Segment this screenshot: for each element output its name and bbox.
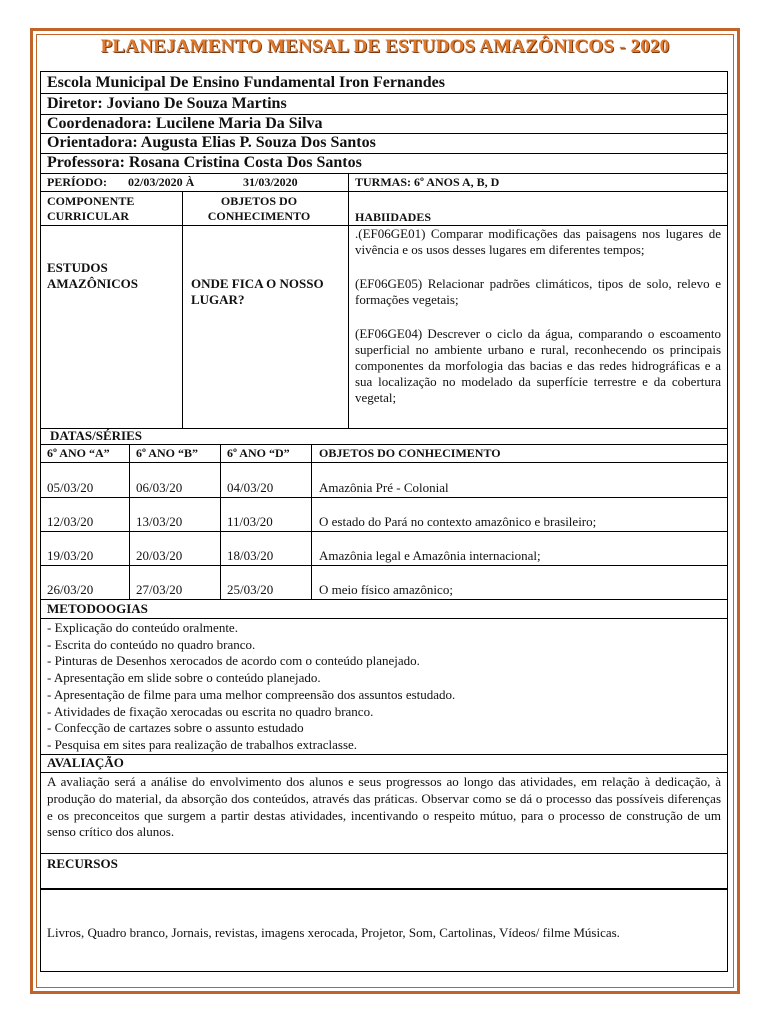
date-b: 06/03/20 bbox=[136, 480, 183, 495]
methodology-label: METODOOGIAS bbox=[47, 601, 148, 616]
evaluation-label: AVALIAÇÃO bbox=[47, 755, 124, 770]
divider bbox=[311, 444, 312, 599]
divider bbox=[40, 888, 728, 890]
divider bbox=[40, 191, 728, 192]
skill-1: .(EF06GE01) Comparar modificações das paisagens nos lugares de vivência e os usos desses lugares em diferentes tempos; bbox=[355, 226, 721, 257]
list-item: - Confecção de cartazes sobre o assunto estudado bbox=[47, 720, 304, 736]
objects-header: OBJETOS DO CONHECIMENTO bbox=[207, 194, 311, 223]
component-header: COMPONENTE CURRICULAR bbox=[47, 194, 135, 223]
knowledge-object: Amazônia Pré - Colonial bbox=[319, 480, 449, 495]
date-a: 12/03/20 bbox=[47, 514, 94, 529]
divider bbox=[40, 772, 728, 773]
component-value: ESTUDOS AMAZÔNICOS bbox=[47, 260, 139, 291]
divider bbox=[40, 531, 728, 532]
classes: TURMAS: 6º ANOS A, B, D bbox=[355, 175, 500, 189]
schedule-header-d: 6º ANO “D” bbox=[227, 446, 290, 460]
list-item: - Pesquisa em sites para realização de trabalhos extraclasse. bbox=[47, 736, 358, 752]
knowledge-object: Amazônia legal e Amazônia internacional; bbox=[319, 548, 541, 563]
document-title: PLANEJAMENTO MENSAL DE ESTUDOS AMAZÔNICOS - 2020 bbox=[100, 36, 670, 57]
divider bbox=[40, 444, 728, 445]
date-b: 20/03/20 bbox=[136, 548, 183, 563]
skill-3: (EF06GE04) Descrever o ciclo da água, comparando o escoamento superficial no ambiente urbano e rural, reconhecendo os principais componentes da morfologia das bacias e das redes hidrográficas e a sua localização no modelado da superfície terrestre e da cobertura vegetal; bbox=[355, 326, 721, 405]
date-d: 11/03/20 bbox=[227, 514, 273, 529]
teacher: Professora: Rosana Cristina Costa Dos Santos bbox=[47, 154, 362, 171]
divider bbox=[348, 173, 349, 191]
knowledge-object: O estado do Pará no contexto amazônico e brasileiro; bbox=[319, 514, 597, 529]
list-item: - Atividades de fixação xerocadas ou escrita no quadro branco. bbox=[47, 703, 374, 719]
list-item: - Pinturas de Desenhos xerocados de acordo com o conteúdo planejado. bbox=[47, 653, 420, 669]
resources-label: RECURSOS bbox=[47, 856, 118, 871]
date-b: 27/03/20 bbox=[136, 582, 183, 597]
knowledge-object: O meio físico amazônico; bbox=[319, 582, 453, 597]
resources-text: Livros, Quadro branco, Jornais, revistas, imagens xerocada, Projetor, Som, Cartolinas, Vídeos/ filme Músicas. bbox=[47, 925, 620, 940]
divider bbox=[220, 444, 221, 599]
date-d: 25/03/20 bbox=[227, 582, 274, 597]
date-a: 19/03/20 bbox=[47, 548, 94, 563]
schedule-label: DATAS/SÉRIES bbox=[50, 428, 142, 443]
list-item: - Escrita do conteúdo no quadro branco. bbox=[47, 636, 256, 652]
list-item: - Apresentação em slide sobre o conteúdo planejado. bbox=[47, 670, 321, 686]
divider bbox=[40, 565, 728, 566]
methodology-list bbox=[47, 620, 455, 754]
divider bbox=[348, 191, 349, 428]
evaluation-text: A avaliação será a análise do envolvimento dos alunos e seus progressos ao longo das atividades, em relação à dedicação, à produção do material, da absorção dos conteúdos, através das práticas. Observar como se dá o processo das possíveis diferenças e os preconceitos que surgem a partir destas atividades, incentivando o respeito mútuo, para o processo de construção de um senso crítico dos alunos. bbox=[47, 774, 721, 840]
divider bbox=[40, 497, 728, 498]
divider bbox=[182, 191, 183, 428]
divider bbox=[40, 853, 728, 854]
schedule-header-b: 6º ANO “B” bbox=[136, 446, 198, 460]
divider bbox=[40, 173, 728, 174]
advisor: Orientadora: Augusta Elias P. Souza Dos Santos bbox=[47, 134, 376, 151]
divider bbox=[40, 462, 728, 463]
coordinator: Coordenadora: Lucilene Maria Da Silva bbox=[47, 115, 323, 132]
school-name: Escola Municipal De Ensino Fundamental Iron Fernandes bbox=[47, 74, 445, 91]
divider bbox=[129, 444, 130, 599]
period-end: 31/03/2020 bbox=[243, 175, 298, 189]
date-a: 05/03/20 bbox=[47, 480, 94, 495]
date-d: 18/03/20 bbox=[227, 548, 274, 563]
divider bbox=[40, 428, 728, 429]
schedule-header-a: 6º ANO “A” bbox=[47, 446, 110, 460]
period-start: 02/03/2020 À bbox=[128, 175, 195, 189]
list-item: - Explicação do conteúdo oralmente. bbox=[47, 620, 238, 635]
date-d: 04/03/20 bbox=[227, 480, 274, 495]
date-b: 13/03/20 bbox=[136, 514, 183, 529]
list-item: - Apresentação de filme para uma melhor compreensão dos assuntos estudado. bbox=[47, 686, 456, 702]
object-value: ONDE FICA O NOSSO LUGAR? bbox=[191, 276, 324, 307]
skill-2: (EF06GE05) Relacionar padrões climáticos, tipos de solo, relevo e formações vegetais; bbox=[355, 276, 721, 307]
divider bbox=[40, 599, 728, 600]
period-label: PERÍODO: bbox=[47, 175, 107, 189]
divider bbox=[40, 754, 728, 755]
divider bbox=[40, 618, 728, 619]
director: Diretor: Joviano De Souza Martins bbox=[47, 95, 287, 112]
date-a: 26/03/20 bbox=[47, 582, 94, 597]
skills-header: HABIIDADES bbox=[355, 210, 432, 224]
schedule-header-objects: OBJETOS DO CONHECIMENTO bbox=[319, 446, 501, 460]
